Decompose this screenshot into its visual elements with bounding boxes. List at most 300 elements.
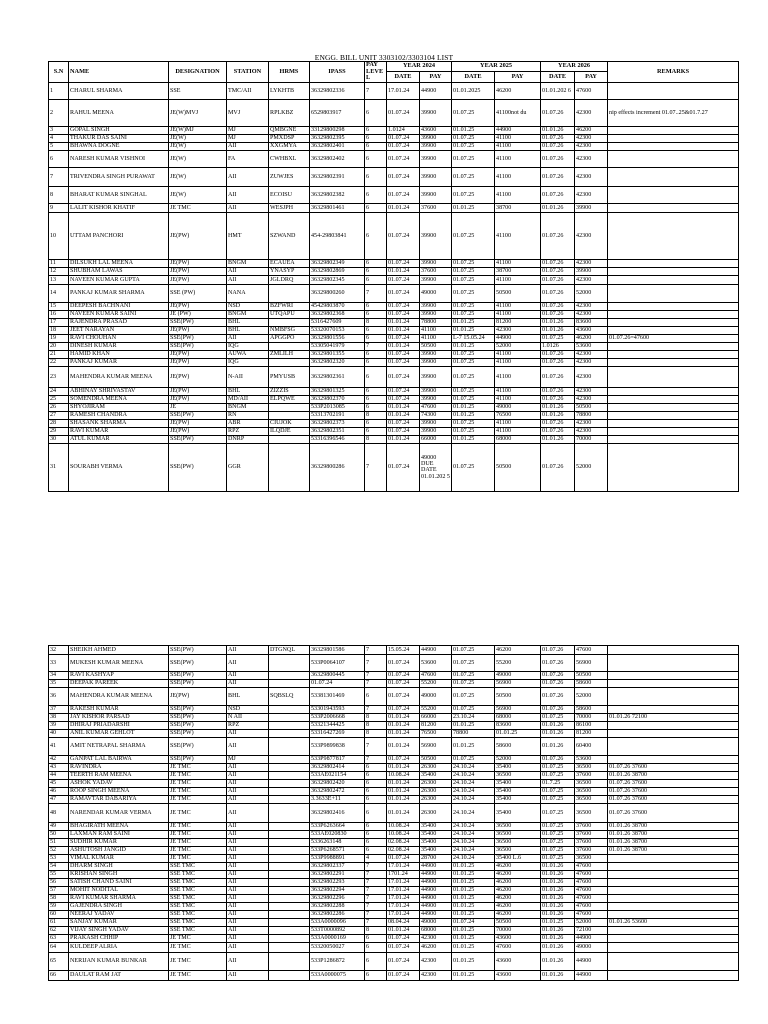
cell-pay-2024: 47600	[420, 403, 452, 411]
cell-pay-2025: 43600	[495, 971, 541, 981]
cell-ipass: 36329802349	[310, 259, 365, 267]
cell-remarks	[608, 419, 739, 427]
table-row	[49, 895, 739, 903]
cell-pay-2026: 42300	[575, 310, 608, 318]
cell-date-2025: 01.01.25	[452, 903, 495, 911]
header-year-2026: YEAR 2026	[541, 62, 608, 72]
cell-date-2024: 1.0124	[387, 126, 420, 134]
cell-sn: 18	[49, 326, 69, 334]
cell-sn: 13	[49, 275, 69, 284]
cell-pay-2026: 42300	[575, 302, 608, 310]
cell-date-2024: 08.04.24	[387, 919, 420, 927]
cell-ipass: 53381301469	[310, 688, 365, 706]
cell-date-2025: 24.10.24	[452, 804, 495, 823]
cell-date-2026: 01.07.26	[541, 756, 575, 764]
cell-designation: SSE(PW)	[169, 435, 227, 443]
cell-sn: 53	[49, 855, 69, 863]
cell-date-2026: 01.01.26	[541, 722, 575, 730]
header-date-2025: DATE	[452, 72, 495, 82]
cell-ipass: 533T0000892	[310, 927, 365, 935]
cell-pay-level: 8	[365, 927, 387, 935]
cell-date-2025: 01.07.25	[452, 387, 495, 395]
cell-name: TRIVENDRA SINGH PURAWAT	[69, 167, 169, 186]
employee-table-part1	[48, 61, 739, 492]
cell-pay-2025: 43600	[495, 953, 541, 971]
cell-pay-2026: 42300	[575, 99, 608, 126]
cell-date-2026: 01.01.26	[541, 318, 575, 326]
table-row	[49, 82, 739, 99]
cell-pay-level: 8	[365, 722, 387, 730]
cell-name: ASHUTOSH JANGID	[69, 847, 169, 855]
cell-name: RAVI KASHYAP	[69, 672, 169, 680]
cell-date-2025: 01.01.25	[452, 411, 495, 419]
cell-date-2025: L-7 15.05.24	[452, 334, 495, 342]
table-row	[49, 334, 739, 342]
cell-pay-2025: 41100	[495, 310, 541, 318]
cell-pay-2026: 47600	[575, 887, 608, 895]
cell-designation: SSE TMC	[169, 927, 227, 935]
cell-pay-2024: 43600	[420, 126, 452, 134]
cell-remarks	[608, 142, 739, 150]
cell-hrms	[269, 443, 310, 491]
cell-ipass: 533A0000096	[310, 919, 365, 927]
cell-name: RAVI KUMAR SHARMA	[69, 895, 169, 903]
table-row	[49, 919, 739, 927]
cell-hrms: SZWAND	[269, 212, 310, 259]
cell-date-2026: 01.01.26	[541, 411, 575, 419]
cell-pay-2026: 52000	[575, 284, 608, 302]
cell-ipass: 36329802368	[310, 310, 365, 318]
cell-pay-2024: 78800	[420, 318, 452, 326]
cell-pay-level: 6	[365, 310, 387, 318]
cell-hrms	[269, 435, 310, 443]
cell-designation: JE TMC	[169, 839, 227, 847]
cell-date-2026: 01.07.26	[541, 688, 575, 706]
cell-pay-2026: 46200	[575, 126, 608, 134]
cell-station: NSD	[227, 706, 269, 714]
cell-name: NARENDAR KUMAR VERMA	[69, 804, 169, 823]
header-date-2024: DATE	[387, 72, 420, 82]
cell-name: SANJAY KUMAR	[69, 919, 169, 927]
cell-date-2026: 01.07.26	[541, 706, 575, 714]
cell-hrms	[269, 284, 310, 302]
cell-remarks	[608, 879, 739, 887]
cell-sn: 46	[49, 788, 69, 796]
cell-hrms: UTQAPU	[269, 310, 310, 318]
cell-pay-2024: 39900	[420, 99, 452, 126]
cell-designation: JE(PW)	[169, 366, 227, 387]
cell-hrms	[269, 839, 310, 847]
table-row	[49, 403, 739, 411]
cell-pay-level: 6	[365, 796, 387, 804]
cell-pay-2026: 36500	[575, 804, 608, 823]
cell-date-2024: 01.01.24	[387, 267, 420, 275]
cell-pay-2025: 41100	[495, 358, 541, 366]
cell-pay-2025: 01.01.25	[495, 730, 541, 738]
cell-date-2024: 01.01.24	[387, 764, 420, 772]
cell-remarks	[608, 358, 739, 366]
cell-date-2025: 01.07.25	[452, 99, 495, 126]
cell-pay-level: 6	[365, 831, 387, 839]
table-row	[49, 387, 739, 395]
cell-pay-2024: 49000	[420, 284, 452, 302]
cell-ipass: 36329802401	[310, 142, 365, 150]
cell-pay-2024: 49000 DUE DATE 01.01.202 5	[420, 443, 452, 491]
cell-date-2024: 01.07.24	[387, 680, 420, 688]
cell-station: DNRP	[227, 435, 269, 443]
cell-date-2024: 01.07.24	[387, 302, 420, 310]
cell-pay-2026: 70000	[575, 435, 608, 443]
cell-pay-2025: 46200	[495, 895, 541, 903]
cell-date-2024: 01.07.24	[387, 672, 420, 680]
cell-date-2024: 01.01.24	[387, 203, 420, 212]
table-row	[49, 839, 739, 847]
cell-designation: SSE TMC	[169, 871, 227, 879]
cell-ipass: 533P9899838	[310, 738, 365, 756]
cell-sn: 8	[49, 186, 69, 203]
cell-pay-2025: 68000	[495, 435, 541, 443]
cell-pay-2026: 37600	[575, 839, 608, 847]
cell-station: MJ	[227, 134, 269, 142]
cell-pay-2026: 47600	[575, 863, 608, 871]
cell-pay-2025: 35400 L.6	[495, 855, 541, 863]
cell-station: AII	[227, 847, 269, 855]
cell-date-2026: 01.07.26	[541, 150, 575, 167]
cell-date-2024: 01.01.24	[387, 738, 420, 756]
cell-date-2026: 01.01.26	[541, 903, 575, 911]
cell-pay-2024: 39900	[420, 350, 452, 358]
cell-name: DEEPAK PAREEK	[69, 680, 169, 688]
cell-pay-level: 6	[365, 772, 387, 780]
cell-designation: JE(W)	[169, 134, 227, 142]
cell-pay-level: 7	[365, 680, 387, 688]
cell-pay-2026: 42300	[575, 395, 608, 403]
cell-date-2026: 01.01.26	[541, 879, 575, 887]
cell-pay-2025: 42300	[495, 326, 541, 334]
cell-date-2026: 01.07.26	[541, 99, 575, 126]
cell-name: MAHENDRA KUMAR MEENA	[69, 366, 169, 387]
cell-sn: 31	[49, 443, 69, 491]
cell-station: AII	[227, 167, 269, 186]
cell-pay-level: 6	[365, 302, 387, 310]
table-row	[49, 971, 739, 981]
cell-name: DHARM SINGH	[69, 863, 169, 871]
header-designation: DESIGNATION	[169, 62, 227, 83]
cell-pay-level: 6	[365, 387, 387, 395]
cell-pay-2025: 83600	[495, 722, 541, 730]
cell-ipass: 533P1286872	[310, 953, 365, 971]
cell-station: BHL	[227, 318, 269, 326]
cell-station: FA	[227, 150, 269, 167]
cell-pay-2024: 26300	[420, 796, 452, 804]
table-row	[49, 134, 739, 142]
cell-hrms	[269, 780, 310, 788]
cell-pay-level: 6	[365, 186, 387, 203]
cell-date-2025: 24.10.24	[452, 823, 495, 831]
cell-hrms	[269, 342, 310, 350]
cell-station: AII	[227, 142, 269, 150]
cell-date-2024: 17.01.24	[387, 903, 420, 911]
cell-pay-2024: 39900	[420, 212, 452, 259]
cell-pay-2026: 42300	[575, 134, 608, 142]
cell-sn: 48	[49, 804, 69, 823]
table-row	[49, 342, 739, 350]
cell-station: RN	[227, 411, 269, 419]
cell-hrms	[269, 935, 310, 943]
cell-hrms	[269, 318, 310, 326]
cell-pay-2026: 42300	[575, 427, 608, 435]
cell-pay-level: 6	[365, 366, 387, 387]
cell-pay-level: 7	[365, 82, 387, 99]
cell-date-2024: 01.07.24	[387, 935, 420, 943]
cell-date-2024: 01.07.24	[387, 284, 420, 302]
cell-pay-2026: 46200	[575, 334, 608, 342]
cell-name: SATISH CHAND SAINI	[69, 879, 169, 887]
table-row	[49, 903, 739, 911]
cell-date-2026: 01.01.26	[541, 911, 575, 919]
cell-ipass: 533AE020830	[310, 831, 365, 839]
cell-pay-level: 6	[365, 99, 387, 126]
table-row	[49, 871, 739, 879]
cell-date-2026: 1.0126	[541, 342, 575, 350]
cell-remarks: nip effects increment 01.07..25&01.7.27	[608, 99, 739, 126]
table-row	[49, 927, 739, 935]
cell-ipass: 36329802395	[310, 134, 365, 142]
cell-date-2025: 01.07.25	[452, 419, 495, 427]
cell-sn: 29	[49, 427, 69, 435]
cell-date-2024: 01.07.24	[387, 334, 420, 342]
cell-pay-2026: 37600	[575, 823, 608, 831]
cell-pay-level: 7	[365, 911, 387, 919]
cell-ipass: 53313702191	[310, 411, 365, 419]
cell-designation: SSE(PW)	[169, 334, 227, 342]
cell-pay-2026: 60400	[575, 738, 608, 756]
table-row	[49, 831, 739, 839]
cell-remarks: 01.07.26=47600	[608, 334, 739, 342]
cell-pay-2025: 43600	[495, 935, 541, 943]
cell-ipass: 36329801461	[310, 203, 365, 212]
cell-remarks	[608, 267, 739, 275]
cell-ipass: 36329802337	[310, 863, 365, 871]
cell-sn: 57	[49, 887, 69, 895]
table-row	[49, 435, 739, 443]
cell-pay-2024: 74300	[420, 411, 452, 419]
cell-date-2025: 01.07.25	[452, 310, 495, 318]
cell-pay-2026: 42300	[575, 350, 608, 358]
table-row	[49, 267, 739, 275]
cell-name: PANKAJ KUMAR	[69, 358, 169, 366]
cell-date-2025: 01.07.25	[452, 302, 495, 310]
cell-pay-2025: 50500	[495, 919, 541, 927]
table-row	[49, 275, 739, 284]
cell-name: DAULAT RAM JAT	[69, 971, 169, 981]
cell-date-2026: 01.07.26	[541, 655, 575, 672]
cell-sn: 25	[49, 395, 69, 403]
cell-remarks	[608, 756, 739, 764]
cell-date-2026: 01.07.26	[541, 134, 575, 142]
cell-pay-2026: 53600	[575, 342, 608, 350]
cell-pay-level: 7	[365, 919, 387, 927]
cell-pay-level: 6	[365, 212, 387, 259]
cell-date-2026: 01.01.26	[541, 738, 575, 756]
cell-pay-2024: 35400	[420, 847, 452, 855]
cell-name: MAHENDRA KUMAR MEENA	[69, 688, 169, 706]
cell-sn: 4	[49, 134, 69, 142]
cell-sn: 40	[49, 730, 69, 738]
cell-pay-2026: 42300	[575, 186, 608, 203]
cell-hrms: WESJPH	[269, 203, 310, 212]
cell-designation: JE TMC	[169, 847, 227, 855]
cell-sn: 26	[49, 403, 69, 411]
cell-ipass: 01.07.24	[310, 680, 365, 688]
cell-pay-2025: 41100	[495, 350, 541, 358]
cell-remarks	[608, 863, 739, 871]
cell-pay-level: 7	[365, 871, 387, 879]
cell-designation: SSE(PW)	[169, 342, 227, 350]
cell-date-2025: 01.07.25	[452, 275, 495, 284]
cell-remarks	[608, 366, 739, 387]
cell-date-2025: 01.07.25	[452, 395, 495, 403]
table-row	[49, 99, 739, 126]
cell-station: AII	[227, 788, 269, 796]
cell-pay-2026: 42300	[575, 167, 608, 186]
cell-sn: 37	[49, 706, 69, 714]
cell-sn: 24	[49, 387, 69, 395]
cell-date-2024: 17.01.24	[387, 911, 420, 919]
cell-designation: JE(PW)	[169, 267, 227, 275]
cell-designation: JE(W)MVJ	[169, 99, 227, 126]
table-row	[49, 780, 739, 788]
cell-pay-2024: 53600	[420, 655, 452, 672]
cell-station: BHL	[227, 326, 269, 334]
cell-station: RPZ	[227, 722, 269, 730]
cell-pay-2024: 66000	[420, 435, 452, 443]
cell-designation: SSE(PW)	[169, 756, 227, 764]
cell-pay-2026: 37600	[575, 831, 608, 839]
cell-pay-2026: 44900	[575, 953, 608, 971]
cell-pay-level: 6	[365, 350, 387, 358]
cell-pay-2024: 39900	[420, 302, 452, 310]
cell-date-2024: 01.07.24	[387, 366, 420, 387]
cell-pay-2026: 36500	[575, 764, 608, 772]
cell-date-2025: 01.01.25	[452, 911, 495, 919]
cell-pay-2026: 47600	[575, 895, 608, 903]
cell-designation: SSE(PW)	[169, 672, 227, 680]
cell-name: THAKUR DAS SAINI	[69, 134, 169, 142]
table-row	[49, 395, 739, 403]
cell-date-2024: 01.01.24	[387, 796, 420, 804]
cell-station: HMT	[227, 212, 269, 259]
cell-pay-level: 8	[365, 318, 387, 326]
cell-remarks	[608, 730, 739, 738]
cell-name: KULDEEP ALRIA	[69, 943, 169, 953]
cell-pay-2024: 81200	[420, 722, 452, 730]
table-row	[49, 887, 739, 895]
table-row	[49, 310, 739, 318]
cell-ipass: 53320050027	[310, 943, 365, 953]
cell-station: AII	[227, 871, 269, 879]
cell-date-2026: 01.07.25	[541, 804, 575, 823]
cell-pay-level: 7	[365, 706, 387, 714]
cell-date-2026: 01.07.25	[541, 831, 575, 839]
cell-pay-2025: 58600	[495, 738, 541, 756]
cell-name: SHUBHAM LAWAS	[69, 267, 169, 275]
cell-hrms: CIUJOK	[269, 419, 310, 427]
cell-station: IQG	[227, 358, 269, 366]
cell-date-2024: 17.01.24	[387, 895, 420, 903]
cell-sn: 56	[49, 879, 69, 887]
cell-date-2025: 01.01.25	[452, 971, 495, 981]
cell-pay-2025: 46200	[495, 887, 541, 895]
cell-remarks	[608, 350, 739, 358]
table-row	[49, 167, 739, 186]
cell-hrms: SQBSLQ	[269, 688, 310, 706]
cell-date-2024: 01.01.24	[387, 780, 420, 788]
cell-ipass: 36329802294	[310, 887, 365, 895]
table-row	[49, 655, 739, 672]
cell-pay-2024: 28700	[420, 855, 452, 863]
cell-date-2026: 01.07.25	[541, 334, 575, 342]
cell-designation: JE(PW)	[169, 427, 227, 435]
cell-remarks	[608, 212, 739, 259]
cell-pay-level: 7	[365, 887, 387, 895]
cell-date-2025: 01.07.25	[452, 646, 495, 655]
cell-ipass: 36329802345	[310, 275, 365, 284]
cell-sn: 10	[49, 212, 69, 259]
cell-name: DILSUKH LAL MEENA	[69, 259, 169, 267]
cell-name: NERIJAN KUMAR BUNKAR	[69, 953, 169, 971]
cell-hrms	[269, 764, 310, 772]
cell-pay-2024: 35400	[420, 772, 452, 780]
table-row	[49, 738, 739, 756]
cell-date-2026: 01.07.26	[541, 284, 575, 302]
cell-pay-2026: 36500	[575, 855, 608, 863]
cell-hrms	[269, 655, 310, 672]
cell-hrms: LYKHTB	[269, 82, 310, 99]
cell-date-2026: 01.01.26	[541, 435, 575, 443]
cell-date-2026: 01.01.26	[541, 403, 575, 411]
cell-station: MJ	[227, 756, 269, 764]
cell-pay-level: 7	[365, 655, 387, 672]
cell-pay-level: 7	[365, 863, 387, 871]
table-row	[49, 350, 739, 358]
cell-designation: JE(PW)	[169, 419, 227, 427]
cell-hrms: ILQDJE	[269, 427, 310, 435]
cell-ipass: 53321344425	[310, 722, 365, 730]
cell-pay-2026: 42300	[575, 150, 608, 167]
cell-pay-2024: 49000	[420, 919, 452, 927]
cell-pay-2026: 52000	[575, 919, 608, 927]
cell-pay-2024: 49000	[420, 688, 452, 706]
cell-hrms	[269, 863, 310, 871]
cell-station: AII	[227, 911, 269, 919]
cell-hrms	[269, 831, 310, 839]
cell-pay-level: 7	[365, 672, 387, 680]
cell-date-2024: 01.07.24	[387, 756, 420, 764]
cell-pay-2025: 46200	[495, 871, 541, 879]
cell-name: KRISHAN SINGH	[69, 871, 169, 879]
cell-pay-2024: 44900	[420, 911, 452, 919]
cell-hrms: RPLKBZ	[269, 99, 310, 126]
cell-designation: JE TMC	[169, 764, 227, 772]
cell-pay-2025: 35400	[495, 796, 541, 804]
cell-designation: SSE TMC	[169, 911, 227, 919]
cell-ipass: 36329802869	[310, 267, 365, 275]
cell-pay-2025: 41100	[495, 395, 541, 403]
cell-sn: 32	[49, 646, 69, 655]
cell-ipass: 53316396546	[310, 435, 365, 443]
table-row	[49, 722, 739, 730]
